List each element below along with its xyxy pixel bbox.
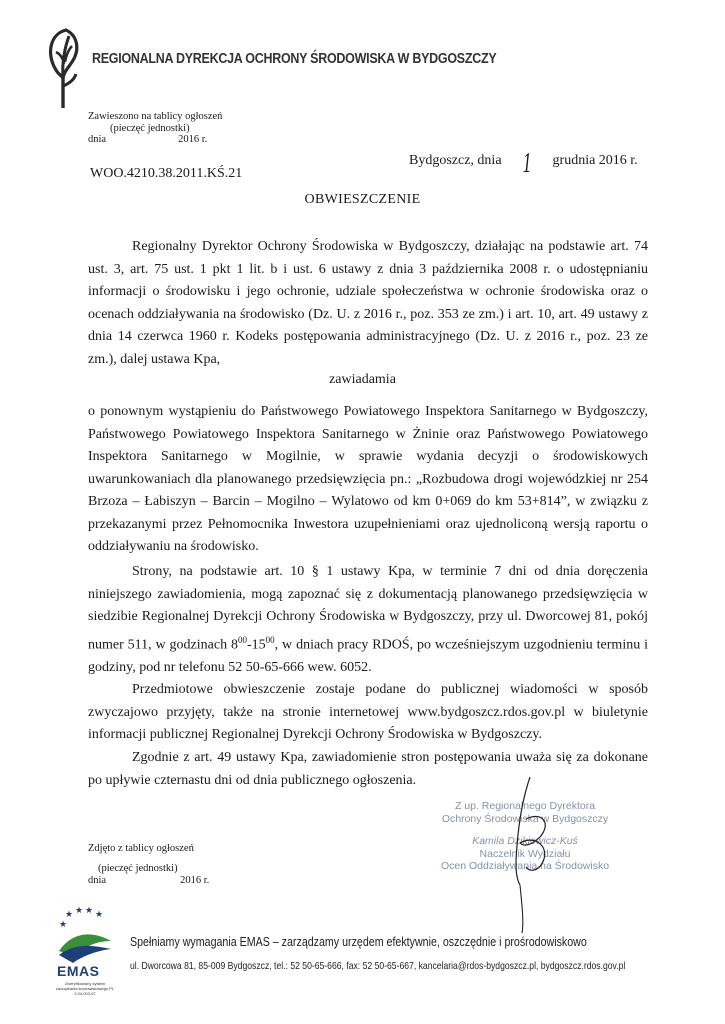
case-number: WOO.4210.38.2011.KŚ.21 [90, 166, 243, 181]
svg-text:★: ★ [59, 920, 68, 930]
footer-slogan: Spełniamy wymagania EMAS – zarządzamy urzędem efektywnie, oszczędnie i prośrodowiskowo [130, 934, 587, 949]
hours-sup-start: 00 [237, 634, 247, 645]
sig-line1: Z up. Regionalnego Dyrektora [454, 800, 596, 812]
footer-contact: ul. Dworcowa 81, 85-009 Bydgoszcz, tel.: 52 50-65-666, fax: 52 50-65-667, kancelaria@rdos-bydgoszcz.pl, bydgoszcz.rdos.gov.pl [130, 960, 626, 972]
posted-stamp-line2: (pieczęć jednostki) [110, 122, 190, 134]
emas-stars-wave-icon [55, 905, 115, 965]
paragraph-publication: Przedmiotowe obwieszczenie zostaje podane do publicznej wiadomości w sposób zwyczajowo przyjęty, także na stronie internetowej www.bydgoszcz.rdos.gov.pl w biuletynie informacji publicznej Regionalnej Dyrekcji Ochrony Środowiska w Bydgoszczy. [88, 682, 648, 742]
posted-year: 2016 r. [178, 134, 208, 145]
svg-text:★: ★ [85, 906, 94, 916]
emas-label: EMAS [57, 963, 100, 979]
paragraph-legal-basis: Regionalny Dyrektor Ochrony Środowiska w Bydgoszczy, działając na podstawie art. 74 ust. 3, art. 75 ust. 1 pkt 1 lit. b i ust. 6 ustawy z dnia 3 października 2008 r. o udostępnianiu informacji o środowisku i jego ochronie, udziale społeczeństwa w ochronie środowiska oraz o ocenach oddziaływania na środowisko (Dz. U. z 2016 r., poz. 353 ze zm.) i art. 10, art. 49 ustawy z dnia 14 czerwca 1960 r. Kodeks postępowania administracyjnego (Dz. U. z 2016 r., poz. 23 ze zm.), dalej ustawa Kpa, [88, 239, 648, 367]
hours-dash: -15 [246, 637, 266, 653]
paragraph-delivery: Zgodnie z art. 49 ustawy Kpa, zawiadomienie stron postępowania uważa się za dokonane po upływie czternastu dni od dnia publicznego ogłoszenia. [88, 750, 648, 788]
sig-role1: Naczelnik Wydziału [479, 847, 571, 860]
sig-name: Kamila Dzikiewicz-Kuś [472, 835, 578, 847]
hours-sup-end: 00 [265, 634, 275, 645]
access-text-after: , w dniach pracy RDOŚ, po wcześniejszym uzgodnieniu terminu i godziny, pod nr telefonu 52 50-65-666 wew. 6052. [88, 637, 648, 675]
organization-name: REGIONALNA DYREKCJA OCHRONY ŚRODOWISKA W BYDGOSZCZY [92, 51, 497, 67]
removed-year: 2016 r. [180, 875, 210, 886]
svg-text:★: ★ [65, 910, 74, 920]
emas-logo [55, 905, 115, 1015]
document-title: OBWIESZCZENIE [304, 192, 421, 207]
removed-stamp [88, 843, 209, 887]
paragraph-access [88, 561, 648, 679]
rdos-leaf-logo [42, 24, 84, 110]
svg-text:★: ★ [95, 910, 104, 920]
paragraph-subject: o ponownym wystąpieniu do Państwowego Powiatowego Inspektora Sanitarnego w Bydgoszczy, Państwowego Powiatowego Inspektora Sanitarnego w Żninie oraz Państwowego Powiatowego Inspektora Sanitarnego w Mogilnie, w sprawie wydania decyzji o środowiskowych uwarunkowaniach dla planowanego przedsięwzięcia pn.: „Rozbudowa drogi wojewódzkiej nr 254 Brzoza – Łabiszyn – Barcin – Mogilno – Wylatowo od km 0+069 do km 53+814”, w związku z przekazanymi przez Pełnomocnika Inwestora uzupełnieniami oraz ujednoliconą wersją raportu o oddziaływaniu na środowisko. [88, 404, 648, 554]
place-date-suffix: grudnia 2016 r. [552, 153, 638, 168]
removed-stamp-line1: Zdjęto z tablicy ogłoszeń [88, 843, 194, 854]
posted-date-label: dnia [88, 134, 107, 145]
access-text-before: Strony, na podstawie art. 10 § 1 ustawy Kpa, w terminie 7 dni od dnia doręczenia niniejszego zawiadomienia, mogą zapoznać się z dokumentacją planowanego przedsięwzięcia w siedzibie Regionalnej Dyrekcji Ochrony Środowiska w Bydgoszczy, przy ul. Dworcowej 81, pokój numer 511, w godzinach 8 [88, 564, 648, 653]
place-date-day: 1 [522, 148, 532, 179]
announcement-verb: zawiadamia [329, 372, 396, 387]
posted-stamp-line1: Zawieszono na tablicy ogłoszeń [88, 111, 223, 122]
sig-line2: Ochrony Środowiska w Bydgoszczy [441, 812, 609, 825]
removed-stamp-line2: (pieczęć jednostki) [98, 863, 178, 874]
place-date-prefix: Bydgoszcz, dnia [409, 153, 502, 168]
sig-role2: Ocen Oddziaływania na Środowisko [440, 860, 610, 872]
handwritten-signature [490, 775, 560, 935]
place-and-date [409, 148, 638, 180]
svg-text:★: ★ [75, 906, 84, 916]
removed-date-label: dnia [88, 875, 107, 886]
emas-caption: Zweryfikowany system zarządzania środowiskowego PL 2.04-003-67 [55, 981, 115, 996]
posted-stamp [88, 111, 222, 146]
